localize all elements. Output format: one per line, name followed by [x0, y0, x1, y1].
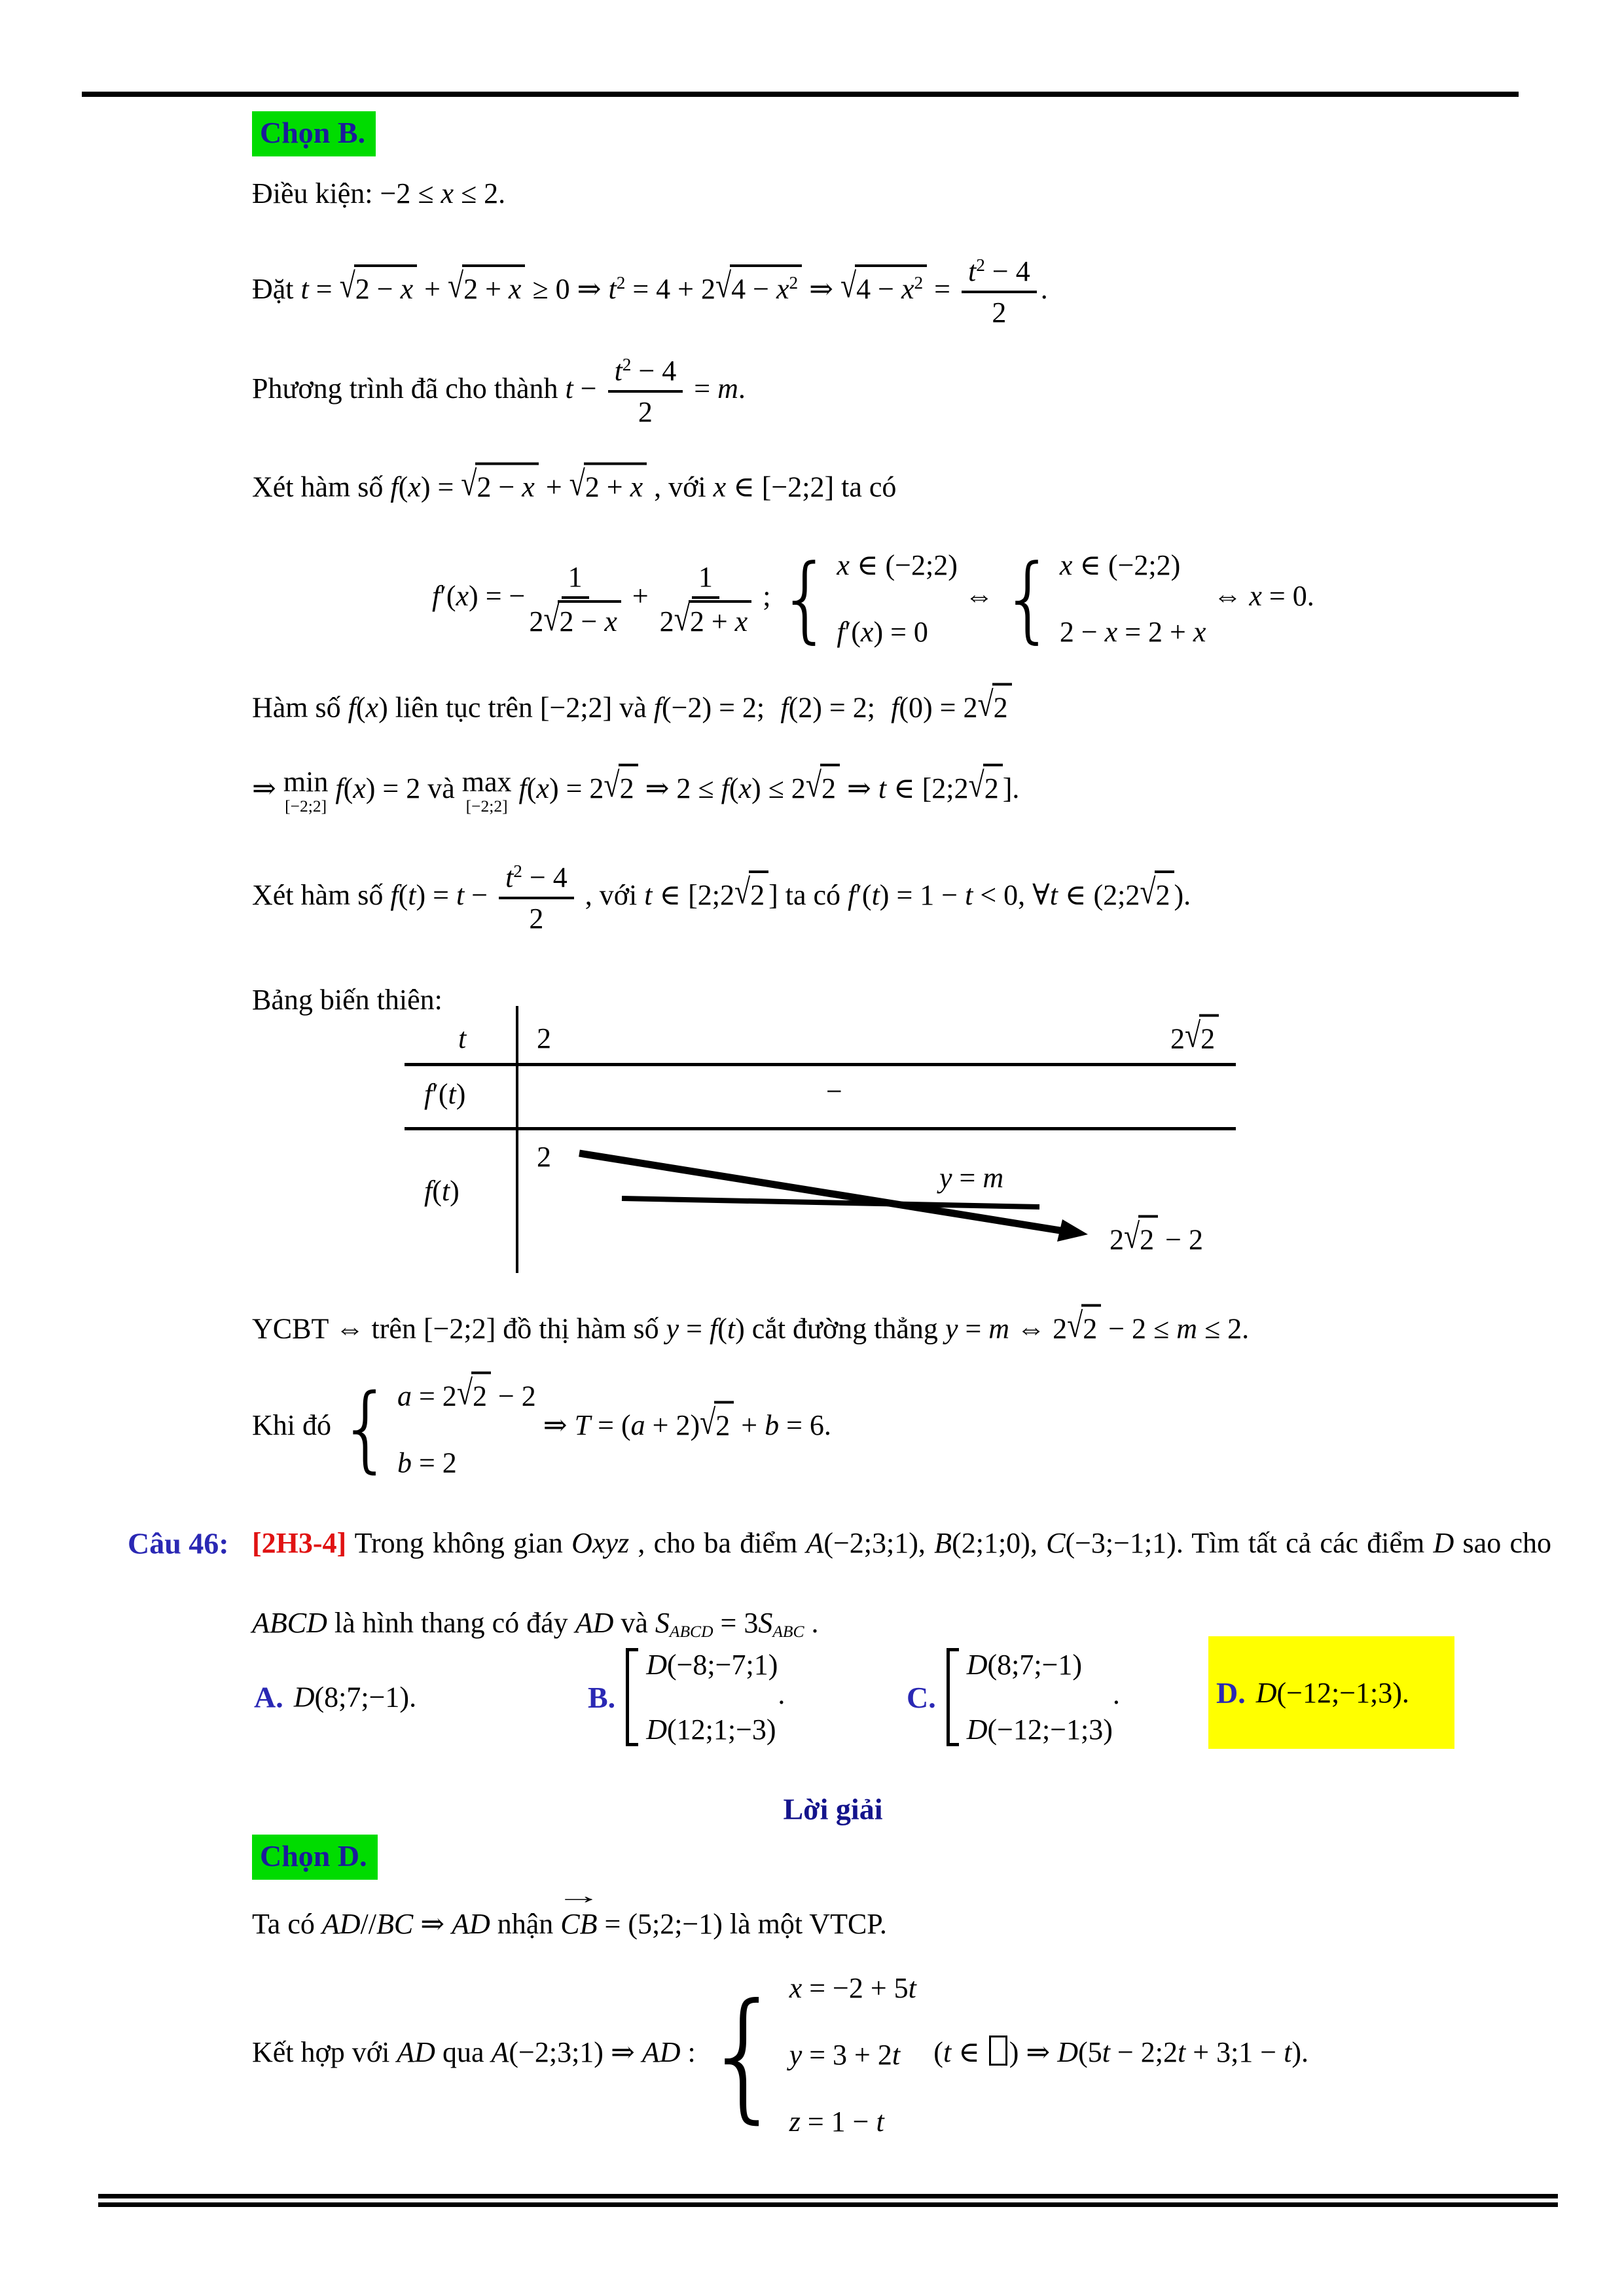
- solution-heading: Lời giải: [783, 1792, 883, 1826]
- question-stem-text: Trong không gian Oxyz , cho ba điểm A(−2;3;1), B(2;1;0), C(−3;−1;1). Tìm tất cả các điểm D sao cho ABCD là hình thang có đáy AD và $S_{ABCD} = 3S_{ABC}$ .: [252, 1527, 1551, 1641]
- option-a-label: A.: [254, 1680, 283, 1714]
- top-rule: [82, 92, 1519, 97]
- option-d-highlighted: [1208, 1636, 1454, 1749]
- bbt-caption: Bảng biến thiên:: [252, 984, 442, 1016]
- question-tag: [2H3-4]: [252, 1527, 347, 1559]
- line-ket-hop: Kết hợp với AD qua A(−2;3;1) ⇒ AD : { x = −2 + 5t y = 3 + 2t z = 1 − t (t ∈ ) ⇒ D(5t − 2;2t + 3;1 − t).: [252, 1972, 1308, 2138]
- line-xet-ft: Xét hàm số f(t) = t − $\frac{t^2 - 4}{2}$ , với t ∈ [2;2√2 ] ta có f′(t) = 1 − t < 0, ∀t ∈ (2;2√2 ).: [252, 859, 1191, 937]
- decreasing-arrow-head: [1057, 1219, 1088, 1242]
- option-b-label: B.: [588, 1680, 616, 1714]
- bottom-rule-lower: [98, 2202, 1558, 2207]
- line-dieu-kien: Điều kiện: −2 ≤ x ≤ 2.: [252, 177, 506, 209]
- line-ta-co: Ta có AD//BC ⇒ AD nhận → CB = (5;2;−1) là một VTCP.: [252, 1883, 887, 1940]
- answer-choice-b-highlight: Chọn B.: [252, 111, 376, 156]
- option-d-label: D.: [1216, 1676, 1246, 1710]
- option-a-value: D(8;7;−1).: [293, 1681, 417, 1713]
- line-xet-fx: Xét hàm số f(x) = √2 − x + √2 + x , với x ∈ [−2;2] ta có: [252, 463, 896, 509]
- line-phuong-trinh: Phương trình đã cho thành t − $\frac{t^2 - 4}{2}$ = m.: [252, 353, 746, 430]
- option-c: [907, 1648, 1120, 1746]
- bbt-f-start-value: 2: [537, 1141, 551, 1173]
- line-khi-do: Khi đó { a = 2√2 − 2 b = 2 ⇒ T = (a + 2)√2 + b = 6.: [252, 1372, 831, 1485]
- bbt-f-label: f(t): [424, 1175, 460, 1207]
- answer-choice-d-highlight: Chọn D.: [252, 1835, 378, 1880]
- bbt-ym-label: y = m: [939, 1162, 1004, 1194]
- option-b: [588, 1648, 785, 1746]
- bbt-f-end-value: 2√2 − 2: [1110, 1215, 1203, 1262]
- question-number: Câu 46:: [128, 1526, 229, 1560]
- option-b-value: D(−8;−7;1) D(12;1;−3) .: [626, 1648, 785, 1746]
- option-c-label: C.: [907, 1680, 936, 1714]
- bbt-sign-value: −: [826, 1075, 842, 1107]
- bbt-fprime-label: f′(t): [424, 1078, 466, 1110]
- line-lien-tuc: Hàm số f(x) liên tục trên [−2;2] và f(−2) = 2; f(2) = 2; f(0) = 2√2: [252, 683, 1012, 730]
- bbt-var-label: t: [458, 1022, 467, 1054]
- bbt-t-right-value: 2√2: [1170, 1014, 1219, 1061]
- bottom-rule-upper: [98, 2194, 1558, 2198]
- option-c-value: D(8;7;−1) D(−12;−1;3) .: [947, 1648, 1120, 1746]
- bbt-t-left-value: 2: [537, 1022, 551, 1054]
- line-min-max: ⇒ min [−2;2] f(x) = 2 và max [−2;2] f(x) = 2√2 ⇒ 2 ≤ f(x) ≤ 2√2 ⇒ t ∈ [2;2√2 ].: [252, 764, 1019, 815]
- line-ycbt: YCBT ⇔ trên [−2;2] đồ thị hàm số y = f(t) cắt đường thẳng y = m ⇔ 2√2 − 2 ≤ m ≤ 2.: [252, 1304, 1249, 1351]
- line-dat: Đặt t = √2 − x + √2 + x ≥ 0 ⇒ $t^2 = 4 + 2√4 - x^2$ ⇒ $√4 - x^2$ = $\frac{t^2 - 4}{2}$ .: [252, 253, 1048, 331]
- line-f-prime: f′(x) = − $\frac{1}{2√2 - x}$ + $\frac{1}{2√2 + x}$ ; { x ∈ (−2;2) f′(x) = 0 ⇔ { x ∈ (−2;2) 2 − x = 2 + x ⇔ x = 0.: [432, 544, 1314, 654]
- option-d-value: D(−12;−1;3).: [1255, 1676, 1409, 1709]
- option-a: [254, 1680, 416, 1715]
